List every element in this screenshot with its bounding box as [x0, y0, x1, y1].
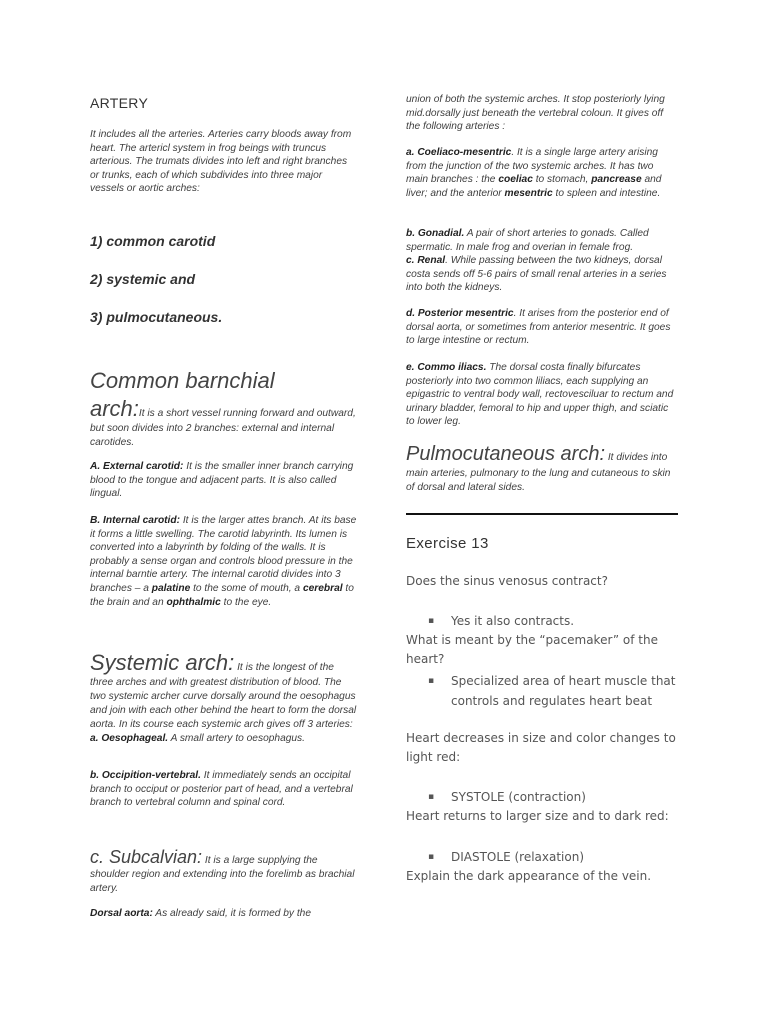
common-branchial-paragraph: [90, 396, 358, 450]
dorsal-aorta-label: Dorsal aorta:: [90, 908, 153, 919]
systemic-arch-paragraph: [90, 650, 358, 746]
common-iliacs-label: e. Commo iliacs.: [406, 362, 487, 373]
dorsal-aorta-continued: union of both the systemic arches. It stop posteriorly lying mid.dorsally just beneath the vertebral coloun. It gives off the following arteries :: [406, 94, 665, 133]
question-4: Heart returns to larger size and to dark red:: [406, 809, 669, 823]
cerebral-term: cerebral: [302, 582, 343, 594]
artery-heading: ARTERY: [90, 95, 149, 111]
answer-2: [406, 672, 678, 711]
common-iliacs-paragraph: [406, 361, 678, 429]
bullet-icon: ▪: [428, 676, 435, 686]
coeliaco-mesentric-paragraph: [406, 146, 678, 200]
question-1: Does the sinus venosus contract?: [406, 574, 608, 588]
section-divider: [406, 513, 678, 515]
renal-label: c. Renal: [406, 255, 446, 267]
external-carotid-label: A. External carotid:: [90, 461, 184, 472]
internal-carotid-text: It is the larger attes branch. At its base it forms a little swelling. The carotid labyrinth. Its lumen is converted into a labyrinth by folding of the walls. It is probably a sense organ and controls blood pressure in the internal barntie artery. The internal carotid divides into 3 branches – a: [90, 515, 357, 594]
answer-1: [406, 612, 678, 632]
posterior-mesentric-paragraph: [406, 307, 678, 348]
oesophageal-text: A small artery to oesophagus.: [168, 733, 305, 744]
pulmocutaneous-paragraph: [406, 441, 678, 494]
answer-2-text: Specialized area of heart muscle that controls and regulates heart beat: [451, 674, 676, 708]
internal-carotid-text-4: to the eye.: [220, 596, 272, 608]
internal-carotid-label: B. Internal carotid:: [90, 515, 181, 526]
exercise-title: Exercise 13: [406, 535, 489, 552]
gonadial-text: A pair of short arteries to gonads. Called spermatic. In male frog and overian in female frog.: [406, 228, 649, 253]
dorsal-aorta-text: As already said, it is formed by the: [152, 908, 312, 919]
bullet-icon: ▪: [428, 852, 435, 862]
answer-4: [406, 848, 678, 868]
artery-intro: It includes all the arteries. Arteries carry bloods away from heart. The artericl system in frog beings with truncus arterious. The trumats divides into left and right branches or trunks, each of which subdivides into three major vessels or aortic arches:: [90, 129, 352, 195]
external-carotid-paragraph: [90, 460, 358, 501]
bullet-icon: ▪: [428, 616, 435, 626]
question-5: Explain the dark appearance of the vein.: [406, 869, 652, 883]
occipito-vertebral-label: b. Occipition-vertebral.: [90, 770, 201, 781]
dorsal-aorta-paragraph: [90, 907, 358, 921]
palatine-term: palatine: [151, 582, 191, 594]
pulmocutaneous-title: Pulmocutaneous arch:: [406, 443, 606, 465]
coeliaco-mesentric-label: a. Coeliaco-mesentric: [406, 147, 512, 158]
internal-carotid-paragraph: [90, 514, 358, 609]
coeliaco-text-1: . It is a single large artery arising from the junction of the two systemic arches. It has two main branches : the: [406, 147, 658, 186]
common-iliacs-text: The dorsal costa finally bifurcates posteriorly into two common liliacs, each supplying an epigastric to ventral body wall, rectovesciluar to rectum and urinary bladder, femoral to hip and upper thigh, and sciatic to lower leg.: [406, 362, 674, 428]
posterior-mesentric-text: . It arises from the posterior end of dorsal aorta, or sometimes from anterior mesentric. It goes to large intestine or rectum.: [406, 308, 671, 347]
arch-item-common-carotid: 1) common carotid: [90, 233, 216, 249]
question-3: Heart decreases in size and color changes to light red:: [406, 731, 676, 764]
internal-carotid-text-3: to the brain and an: [90, 582, 354, 608]
coeliaco-text-2: to stomach,: [532, 174, 592, 186]
common-branchial-title: Common barnchial: [90, 368, 275, 393]
coeliaco-text-3: and liver; and the anterior: [406, 174, 662, 199]
mesentric-term: mesentric: [504, 187, 553, 199]
systemic-arch-title: Systemic arch:: [90, 650, 235, 675]
subclavian-title: c. Subcalvian:: [90, 847, 203, 867]
occipito-vertebral-text: It immediately sends an occipital branch to occiput or posterior part of head, and a vertebral branch to vertebral column and spinal cord.: [90, 770, 353, 809]
subclavian-text: It is a large supplying the shoulder region and extending into the forelimb as brachial artery.: [90, 855, 355, 894]
coeliac-term: coeliac: [498, 174, 533, 186]
coeliaco-text-4: to spleen and intestine.: [552, 187, 661, 199]
oesophageal-label: a. Oesophageal.: [90, 733, 169, 744]
gonadial-renal-paragraph: [406, 227, 678, 295]
answer-3: [406, 788, 678, 808]
subclavian-paragraph: [90, 846, 358, 896]
renal-text: . While passing between the two kidneys, dorsal costa sends off 5-6 pairs of small renal arteries in a series into both the kidneys.: [406, 255, 667, 294]
arch-item-pulmocutaneous: 3) pulmocutaneous.: [90, 309, 223, 325]
occipito-vertebral-paragraph: [90, 769, 358, 810]
bullet-icon: ▪: [428, 792, 435, 802]
answer-3-text: SYSTOLE (contraction): [451, 790, 586, 804]
pulmocutaneous-text: It divides into main arteries, pulmonary to the lung and cutaneous to skin of dorsal and lateral sides.: [406, 452, 671, 493]
internal-carotid-text-2: to the some of mouth, a: [190, 582, 303, 594]
posterior-mesentric-label: d. Posterior mesentric: [406, 308, 514, 319]
common-branchial-desc: It is a short vessel running forward and outward, but soon divides into 2 branches: external and internal carotides.: [90, 408, 356, 448]
arch-item-systemic: 2) systemic and: [90, 271, 196, 287]
external-carotid-text: It is the smaller inner branch carrying blood to the tongue and adjacent parts. It is also called lingual.: [90, 461, 354, 500]
gonadial-label: b. Gonadial.: [406, 228, 465, 239]
common-branchial-title-line2: arch:: [90, 396, 139, 421]
systemic-arch-desc: It is the longest of the three arches and with greatest distribution of blood. The two systemic archer curve dorsally around the oesophagus and join with each other behind the heart to form the dorsal aorta. In its course each systemic arch gives off 3 arteries:: [90, 662, 357, 730]
pancrease-term: pancrease: [591, 174, 642, 186]
answer-1-text: Yes it also contracts.: [451, 614, 575, 628]
answer-4-text: DIASTOLE (relaxation): [451, 850, 585, 864]
ophthalmic-term: ophthalmic: [166, 596, 221, 608]
question-2: What is meant by the “pacemaker” of the heart?: [406, 633, 658, 666]
